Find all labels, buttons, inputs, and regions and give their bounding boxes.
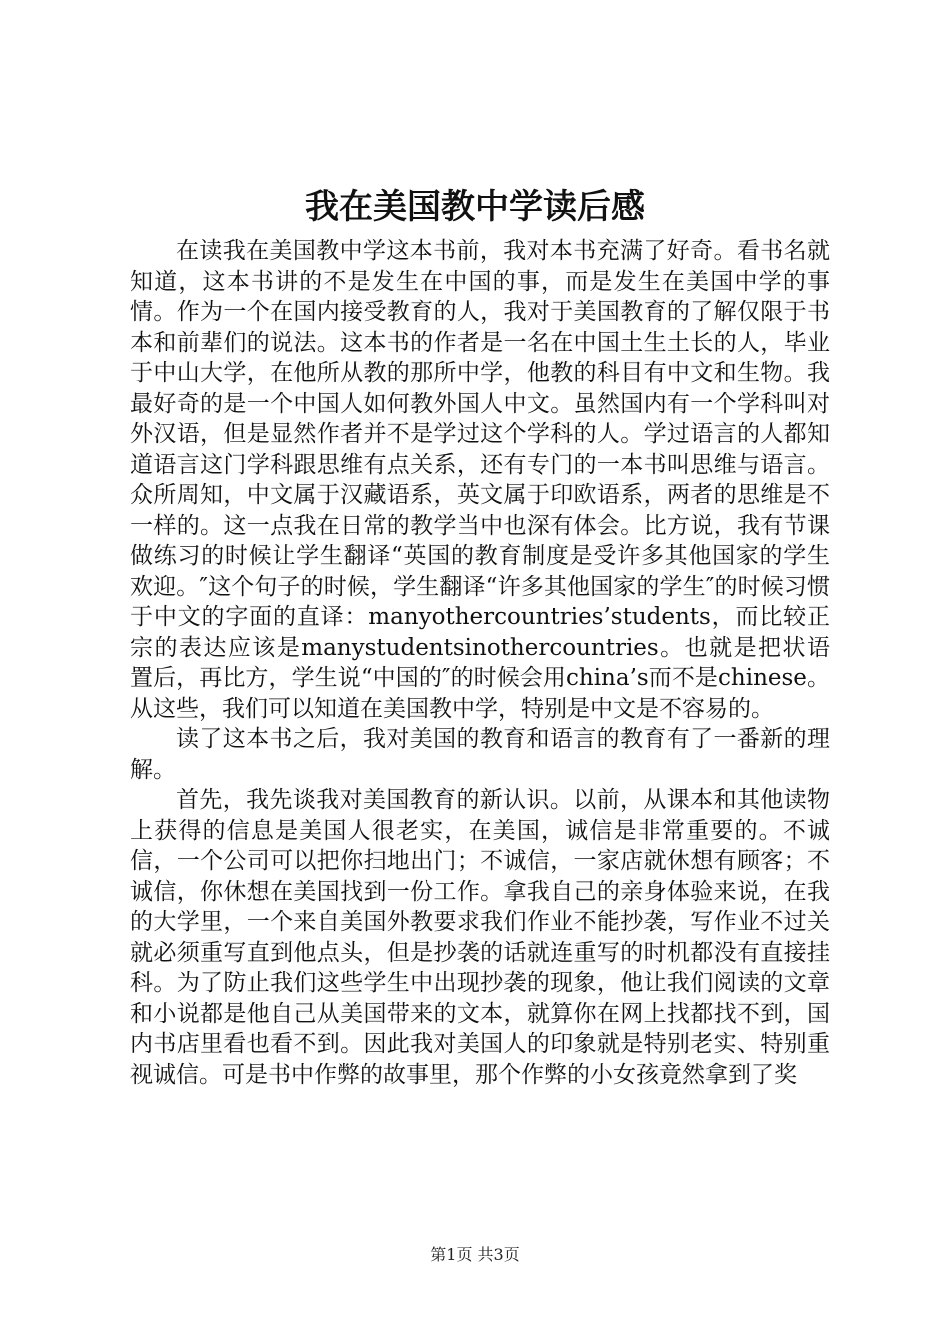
paragraph: 读了这本书之后，我对美国的教育和语言的教育有了一番新的理解。: [130, 726, 830, 783]
document-title: 我在美国教中学读后感: [305, 187, 645, 227]
paragraph: 首先，我先谈我对美国教育的新认识。以前，从课本和其他读物上获得的信息是美国人很老实，在美国，诚信是非常重要的。不诚信，一个公司可以把你扫地出门；不诚信，一家店就休想有顾客；不诚信，你休想在美国找到一份工作。拿我自己的亲身体验来说，在我的大学里，一个来自美国外教要求我们作业不能抄袭，写作业不过关就必须重写直到他点头，但是抄袭的话就连重写的时机都没有直接挂科。为了防止我们这些学生中出现抄袭的现象，他让我们阅读的文章和小说都是他自己从美国带来的文本，就算你在网上找都找不到，国内书店里看也看不到。因此我对美国人的印象就是特别老实、特别重视诚信。可是书中作弊的故事里，那个作弊的小女孩竟然拿到了奖: [130, 787, 830, 1088]
page-footer: 第1页 共3页: [430, 1245, 520, 1264]
paragraph: 在读我在美国教中学这本书前，我对本书充满了好奇。看书名就知道，这本书讲的不是发生在中国的事，而是发生在美国中学的事情。作为一个在国内接受教育的人，我对于美国教育的了解仅限于书本和前辈们的说法。这本书的作者是一名在中国土生土长的人，毕业于中山大学，在他所从教的那所中学，他教的科目有中文和生物。我最好奇的是一个中国人如何教外国人中文。虽然国内有一个学科叫对外汉语，但是显然作者并不是学过这个学科的人。学过语言的人都知道语言这门学科跟思维有点关系，还有专门的一本书叫思维与语言。众所周知，中文属于汉藏语系，英文属于印欧语系，两者的思维是不一样的。这一点我在日常的教学当中也深有体会。比方说，我有节课做练习的时候让学生翻译“英国的教育制度是受许多其他国家的学生欢迎。″这个句子的时候，学生翻译“许多其他国家的学生″的时候习惯于中文的字面的直译：manyothercountries’students，而比较正宗的表达应该是manystudentsinothercountries。也就是把状语置后，再比方，学生说“中国的″的时候会用china’s而不是chinese。从这些，我们可以知道在美国教中学，特别是中文是不容易的。: [130, 238, 830, 722]
document-body: [130, 236, 830, 1090]
